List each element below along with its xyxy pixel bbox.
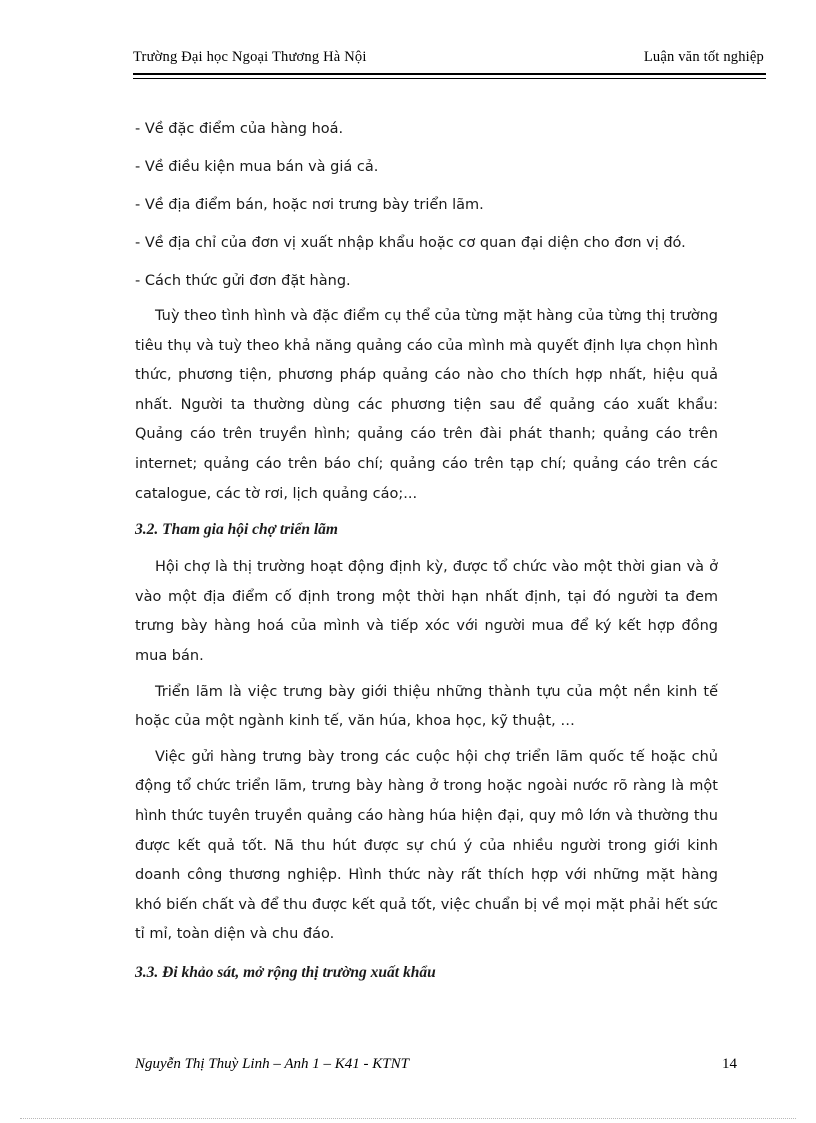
footer-author: Nguyễn Thị Thuỳ Linh – Anh 1 – K41 - KTNT	[135, 1056, 409, 1072]
page-number: 14	[722, 1056, 737, 1072]
bullet-item: - Về điều kiện mua bán và giá cả.	[135, 159, 379, 175]
bullet-item: - Về địa chỉ của đơn vị xuất nhập khẩu hoặc cơ quan đại diện cho đơn vị đó.	[135, 235, 686, 251]
header-thesis-label: Luận văn tốt nghiệp	[643, 49, 764, 65]
bullet-item: - Về đặc điểm của hàng hoá.	[135, 121, 344, 137]
page-bottom-border	[20, 1118, 796, 1119]
header-rule-thin	[133, 78, 766, 79]
bullet-item: - Về địa điểm bán, hoặc nơi trưng bày triển lãm.	[135, 197, 484, 213]
paragraph-fair-definition: Hội chợ là thị trường hoạt động định kỳ, được tổ chức vào một thời gian và ở vào một địa điểm cố định trong một thời hạn nhất định, tại đó người ta đem trưng bày hàng hoá của mình và tiếp xóc với người mua để ký kết hợp đồng mua bán.	[135, 559, 718, 664]
page-body	[135, 118, 718, 984]
paragraph-exhibition-definition: Triển lãm là việc trưng bày giới thiệu những thành tựu của một nền kinh tế hoặc của một ngành kinh tế, văn húa, khoa học, kỹ thuật, …	[135, 683, 718, 730]
paragraph-advertising-methods: Tuỳ theo tình hình và đặc điểm cụ thể của từng mặt hàng của từng thị trường tiêu thụ và tuỳ theo khả năng quảng cáo của mình mà quyết định lựa chọn hình thức, phương tiện, phương pháp quảng cáo nào cho thích hợp nhất, hiệu quả nhất. Người ta thường dùng các phương tiện sau để quảng cáo xuất khẩu: Quảng cáo trên truyền hình; quảng cáo trên đài phát thanh; quảng cáo trên internet; quảng cáo trên báo chí; quảng cáo trên tạp chí; quảng cáo trên các catalogue, các tờ rơi, lịch quảng cáo;...	[135, 308, 718, 502]
page-header	[133, 49, 764, 69]
header-university: Trường Đại học Ngoại Thương Hà Nội	[133, 49, 367, 65]
bullet-item: - Cách thức gửi đơn đặt hàng.	[135, 273, 351, 289]
header-rule-thick	[133, 73, 766, 75]
section-heading-3-3: 3.3. Đi khảo sát, mở rộng thị trường xuất khẩu	[135, 963, 436, 981]
paragraph-exhibition-benefits: Việc gửi hàng trưng bày trong các cuộc hội chợ triển lãm quốc tế hoặc chủ động tổ chức triển lãm, trưng bày hàng ở trong hoặc ngoài nước rõ ràng là một hình thức tuyên truyền quảng cáo hàng húa hiện đại, quy mô lớn và thường thu được kết quả tốt. Nã thu hút được sự chú ý của nhiều người trong giới kinh doanh công thương nghiệp. Hình thức này rất thích hợp với những mặt hàng khó biến chất và để thu được kết quả tốt, việc chuẩn bị về mọi mặt phải hết sức tỉ mỉ, toàn diện và chu đáo.	[135, 748, 718, 943]
page-footer	[135, 1056, 737, 1078]
section-heading-3-2: 3.2. Tham gia hội chợ triển lãm	[135, 521, 338, 539]
